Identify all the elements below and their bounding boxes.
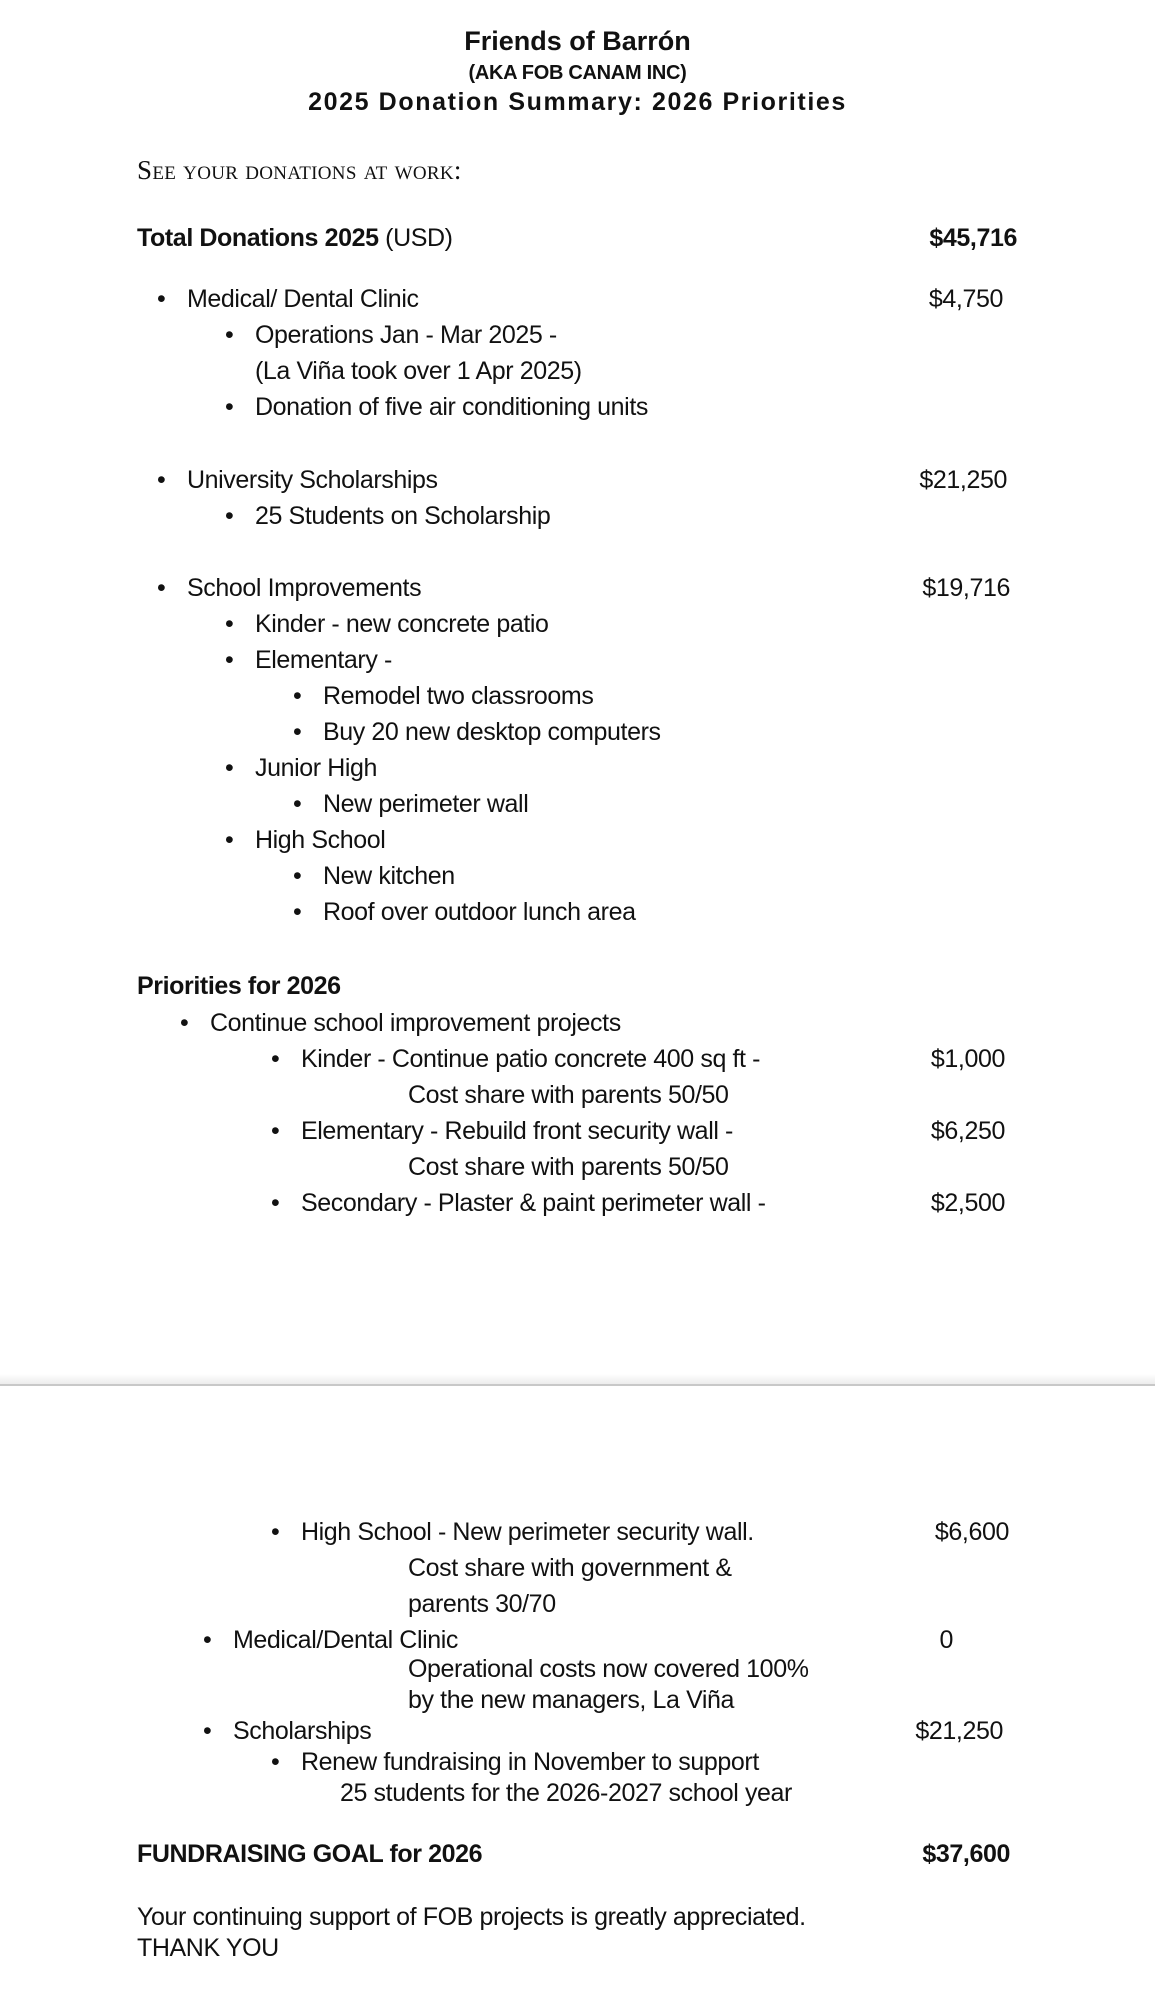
priority-medical-label: • Medical/Dental Clinic: [233, 1628, 458, 1653]
list-item: • New perimeter wall: [323, 792, 528, 817]
org-subtitle: (AKA FOB CANAM INC): [468, 62, 687, 84]
total-label-bold: Total Donations 2025: [137, 224, 379, 252]
intro-heading: See your donations at work:: [137, 155, 462, 185]
total-donations-label: [137, 226, 453, 251]
list-item: • Renew fundraising in November to support: [301, 1750, 759, 1775]
thank-you: THANK YOU: [137, 1934, 279, 1962]
fundraising-goal-label: FUNDRAISING GOAL for 2026: [137, 1840, 483, 1868]
document-heading: 2025 Donation Summary: 2026 Priorities: [308, 88, 847, 116]
priority-school-label: • Continue school improvement projects: [210, 1011, 621, 1036]
priority-highschool-note: Cost share with government &: [408, 1554, 732, 1582]
priority-kinder-note: Cost share with parents 50/50: [408, 1081, 729, 1109]
fundraising-goal-amount: $37,600: [922, 1840, 1010, 1868]
list-item: • Kinder - new concrete patio: [255, 612, 549, 637]
priority-highschool-amount: $6,600: [934, 1518, 1009, 1546]
priority-scholarships-amount: $21,250: [915, 1717, 1003, 1745]
priorities-title: Priorities for 2026: [137, 972, 341, 1000]
page-divider: [0, 1374, 1155, 1386]
priority-highschool-label: • High School - New perimeter security wall.: [301, 1520, 754, 1545]
list-item: • Remodel two classrooms: [323, 684, 593, 709]
list-item-continuation: (La Viña took over 1 Apr 2025): [255, 357, 582, 385]
priority-scholarships-label: • Scholarships: [233, 1719, 371, 1744]
priority-highschool-note: parents 30/70: [408, 1590, 556, 1618]
total-donations-amount: $45,716: [929, 224, 1017, 252]
donation-school-label: • School Improvements: [187, 576, 421, 601]
list-item: • High School: [255, 828, 385, 853]
list-item: • Donation of five air conditioning units: [255, 395, 648, 420]
list-item: • Elementary -: [255, 648, 392, 673]
list-item: • Operations Jan - Mar 2025 -: [255, 323, 557, 348]
donation-medical-label: • Medical/ Dental Clinic: [187, 287, 419, 312]
list-item-continuation: 25 students for the 2026-2027 school year: [340, 1779, 792, 1807]
list-item: • Buy 20 new desktop computers: [323, 720, 661, 745]
donation-scholarships-amount: $21,250: [919, 466, 1007, 494]
priority-medical-amount: 0: [939, 1626, 953, 1654]
list-item: • 25 Students on Scholarship: [255, 504, 550, 529]
list-item: • Roof over outdoor lunch area: [323, 900, 636, 925]
donation-school-amount: $19,716: [922, 574, 1010, 602]
priority-secondary-amount: $2,500: [930, 1189, 1005, 1217]
priority-secondary-label: • Secondary - Plaster & paint perimeter wall -: [301, 1191, 766, 1216]
priority-elementary-note: Cost share with parents 50/50: [408, 1153, 729, 1181]
org-title: Friends of Barrón: [464, 26, 691, 56]
priority-elementary-label: • Elementary - Rebuild front security wall -: [301, 1119, 733, 1144]
priority-medical-note: Operational costs now covered 100%: [408, 1655, 809, 1683]
priority-medical-note: by the new managers, La Viña: [408, 1686, 735, 1714]
list-item: • Junior High: [255, 756, 377, 781]
closing-message: Your continuing support of FOB projects is greatly appreciated.: [137, 1903, 806, 1931]
donation-scholarships-label: • University Scholarships: [187, 468, 438, 493]
priority-kinder-label: • Kinder - Continue patio concrete 400 sq ft -: [301, 1047, 760, 1072]
list-item: • New kitchen: [323, 864, 455, 889]
priority-elementary-amount: $6,250: [930, 1117, 1005, 1145]
donation-medical-amount: $4,750: [928, 285, 1003, 313]
priority-kinder-amount: $1,000: [930, 1045, 1005, 1073]
total-label-unit: (USD): [378, 224, 453, 252]
